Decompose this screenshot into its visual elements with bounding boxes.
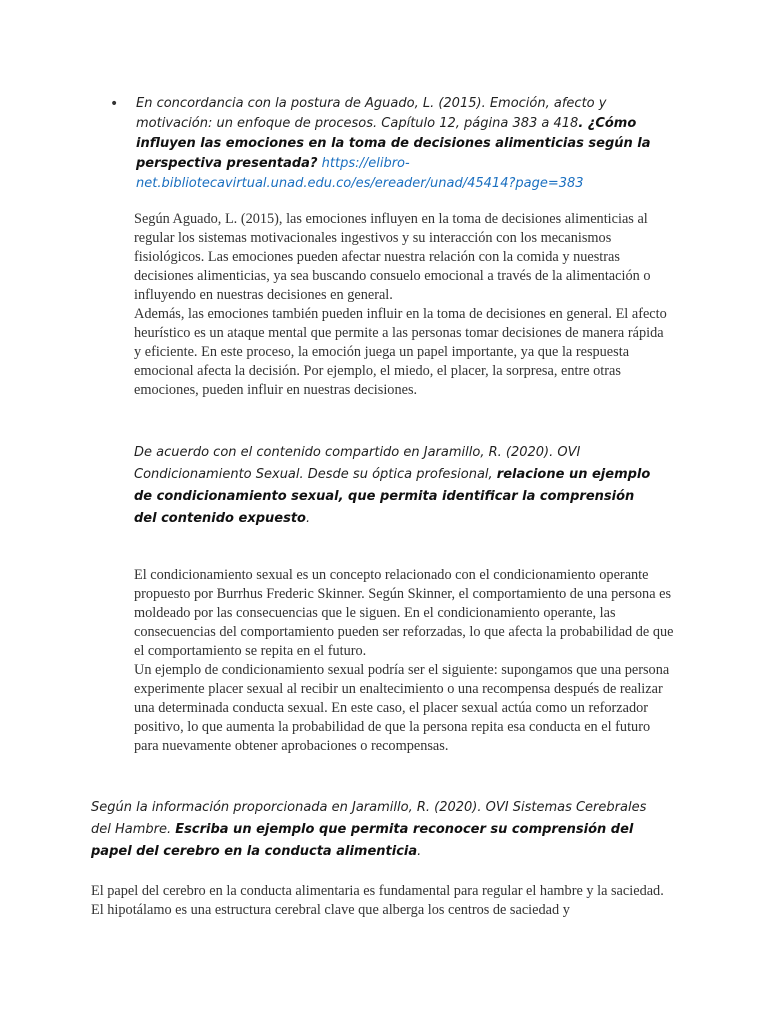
- question-1: [136, 94, 681, 194]
- question-2-citation: De acuerdo con el contenido compartido en Jaramillo, R. (2020). OVI Condicionamiento Sexual. Desde su óptica profesional,: [134, 445, 581, 482]
- answer-1-paragraph-1: Según Aguado, L. (2015), las emociones influyen en la toma de decisiones alimenticias al regular los sistemas motivacionales ingestivos y su interacción con los mecanismos fisiológicos. Las emociones pueden afectar nuestra relación con la comida y nuestras decisiones alimenticias, ya sea buscando consuelo emocional a través de la alimentación o influyendo en nuestras decisiones en general.: [134, 211, 651, 303]
- answer-3-paragraph-1: El papel del cerebro en la conducta alimentaria es fundamental para regular el hambre y la saciedad. El hipotálamo es una estructura cerebral clave que alberga los centros de saciedad y: [91, 883, 664, 918]
- question-3-citation: Según la información proporcionada en Jaramillo, R. (2020). OVI Sistemas Cerebrales del Hambre.: [91, 800, 647, 837]
- source-link[interactable]: https://elibro-net.bibliotecavirtual.unad.edu.co/es/ereader/unad/45414?page=383: [136, 156, 584, 191]
- answer-2-paragraph-2: Un ejemplo de condicionamiento sexual podría ser el siguiente: supongamos que una persona experimente placer sexual al recibir un enaltecimiento o una recompensa después de realizar una determinada conducta sexual. En este caso, el placer sexual actúa como un reforzador positivo, lo que aumenta la probabilidad de que la persona repita esa conducta en el futuro para nuevamente obtener aprobaciones o recompensas.: [134, 662, 670, 754]
- question-3: [91, 797, 661, 863]
- answer-3: [91, 882, 671, 920]
- question-3-period: .: [417, 844, 422, 859]
- answer-1-paragraph-2: Además, las emociones también pueden influir en la toma de decisiones en general. El afecto heurístico es un ataque mental que permite a las personas tomar decisiones de manera rápida y eficiente. En este proceso, la emoción juega un papel importante, ya que la respuesta emocional afecta la decisión. Por ejemplo, el miedo, el placer, la sorpresa, entre otras emociones, pueden influir en nuestras decisiones.: [134, 306, 667, 398]
- question-1-citation: En concordancia con la postura de Aguado, L. (2015). Emoción, afecto y motivación: un enfoque de procesos. Capítulo 12, página 383 a 418: [136, 96, 607, 131]
- answer-1: [134, 210, 674, 400]
- answer-2-paragraph-1: El condicionamiento sexual es un concepto relacionado con el condicionamiento operante propuesto por Burrhus Frederic Skinner. Según Skinner, el comportamiento de una persona es moldeado por las consecuencias que le siguen. En el condicionamiento operante, las consecuencias del comportamiento pueden ser reforzadas, lo que afecta la probabilidad de que el comportamiento se repita en el futuro.: [134, 567, 674, 659]
- question-2: [134, 442, 654, 530]
- question-2-period: .: [305, 511, 311, 526]
- question-3-prompt: Escriba un ejemplo que permita reconocer su comprensión del papel del cerebro en la conducta alimenticia: [91, 822, 634, 859]
- bullet-marker: •: [110, 96, 119, 112]
- answer-2: [134, 566, 674, 756]
- question-1-prompt: . ¿Cómo influyen las emociones en la toma de decisiones alimenticias según la perspectiva presentada?: [136, 116, 651, 171]
- question-2-prompt: relacione un ejemplo de condicionamiento sexual, que permita identificar la comprensión del contenido expuesto: [134, 467, 651, 526]
